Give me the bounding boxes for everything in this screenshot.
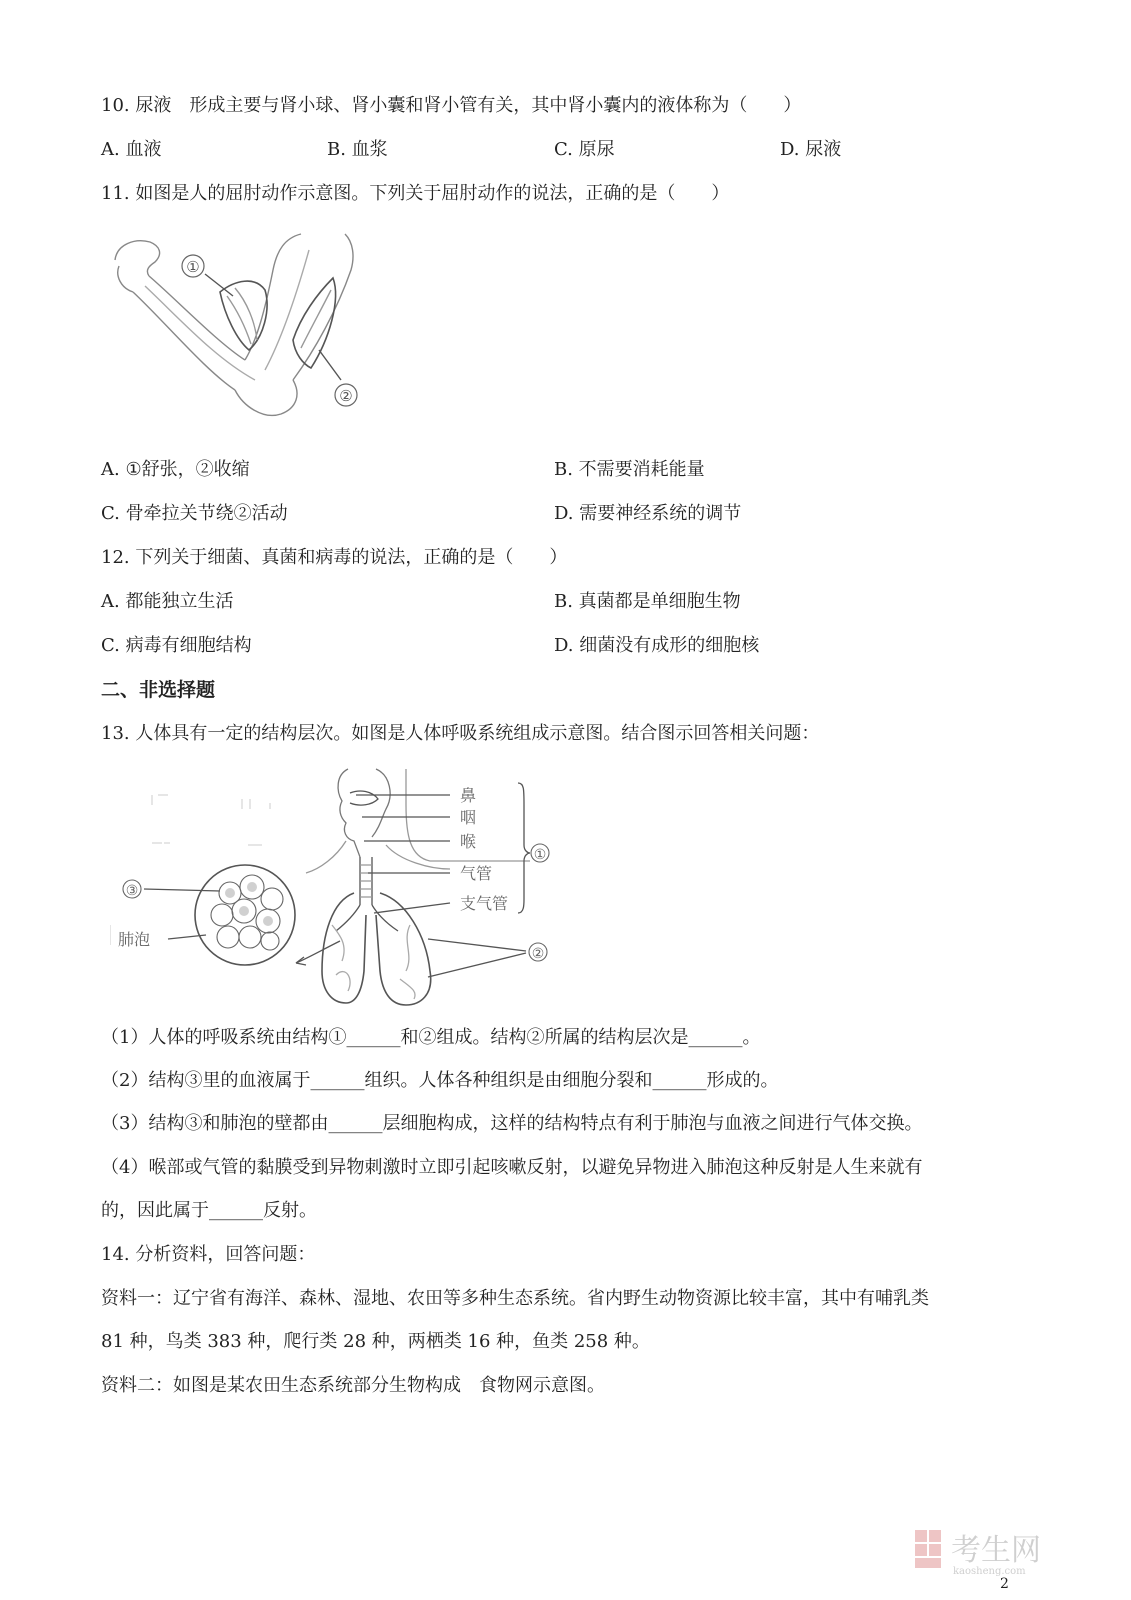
q13-sub-4: （4）喉部或气管的黏膜受到异物刺激时立即引起咳嗽反射，以避免异物进入肺泡这种反射是人生来就有 [101, 1157, 923, 1178]
q10-option-c: C. 原尿 [554, 139, 615, 160]
q12-option-d: D. 细菌没有成形的细胞核 [554, 635, 760, 656]
label-nose: 鼻 [460, 786, 477, 805]
section-title: 二、非选择题 [101, 679, 216, 701]
q14-material2: 资料二：如图是某农田生态系统部分生物构成 食物网示意图。 [101, 1375, 605, 1396]
q10-option-b: B. 血浆 [327, 139, 388, 160]
label-two: ② [339, 387, 353, 405]
q13-sub-1: （1）人体的呼吸系统由结构①______和②组成。结构②所属的结构层次是______。 [101, 1027, 761, 1048]
label-one: ① [186, 258, 200, 276]
kaosheng-watermark [913, 1520, 1083, 1578]
label-larynx: 喉 [460, 832, 477, 851]
q13-sub-4-cont: 的，因此属于______反射。 [101, 1200, 317, 1221]
label-two: ② [531, 946, 545, 962]
q14-material1-line1: 资料一：辽宁省有海洋、森林、湿地、农田等多种生态系统。省内野生动物资源比较丰富，其中有哺乳类 [101, 1288, 929, 1309]
q12-option-a: A. 都能独立生活 [101, 591, 234, 612]
q10-option-a: A. 血液 [101, 139, 162, 160]
kaosheng-logo-icon [913, 1520, 1083, 1578]
label-pharynx: 咽 [460, 808, 477, 827]
label-three: ③ [125, 883, 139, 899]
arm-flexion-diagram [105, 230, 365, 430]
q13-stem: 13. 人体具有一定的结构层次。如图是人体呼吸系统组成示意图。结合图示回答相关问题： [101, 723, 820, 744]
q14-material1-line2: 81 种，鸟类 383 种，爬行类 28 种，两栖类 16 种，鱼类 258 种。 [101, 1331, 650, 1352]
q12-option-b: B. 真菌都是单细胞生物 [554, 591, 741, 612]
q11-stem: 11. 如图是人的屈肘动作示意图。下列关于屈肘动作的说法，正确的是（ ） [101, 183, 730, 204]
respiratory-system-figure [110, 765, 560, 1010]
label-bronchus: 支气管 [460, 894, 509, 913]
watermark-cn: 考生网 [951, 1533, 1041, 1568]
q10-option-d: D. 尿液 [780, 139, 842, 160]
q12-option-c: C. 病毒有细胞结构 [101, 635, 252, 656]
q11-option-d: D. 需要神经系统的调节 [554, 503, 742, 524]
q13-sub-3: （3）结构③和肺泡的壁都由______层细胞构成，这样的结构特点有利于肺泡与血液之间进行气体交换。 [101, 1113, 923, 1134]
q14-stem: 14. 分析资料，回答问题： [101, 1244, 316, 1265]
q12-stem: 12. 下列关于细菌、真菌和病毒的说法，正确的是（ ） [101, 547, 568, 568]
label-alveolus: 肺泡 [118, 930, 151, 949]
q10-stem: 10. 尿液 形成主要与肾小球、肾小囊和肾小管有关，其中肾小囊内的液体称为（ ） [101, 95, 802, 116]
page-number: 2 [1000, 1576, 1009, 1592]
q11-option-c: C. 骨牵拉关节绕②活动 [101, 503, 288, 524]
q13-sub-2: （2）结构③里的血液属于______组织。人体各种组织是由细胞分裂和______形成的。 [101, 1070, 779, 1091]
arm-flexion-figure [105, 230, 365, 430]
q11-option-a: A. ①舒张，②收缩 [101, 459, 250, 480]
q11-option-b: B. 不需要消耗能量 [554, 459, 705, 480]
label-trachea: 气管 [460, 864, 493, 883]
label-one: ① [533, 847, 547, 863]
respiratory-diagram [110, 765, 560, 1010]
watermark-en: kaosheng.com [953, 1566, 1026, 1577]
